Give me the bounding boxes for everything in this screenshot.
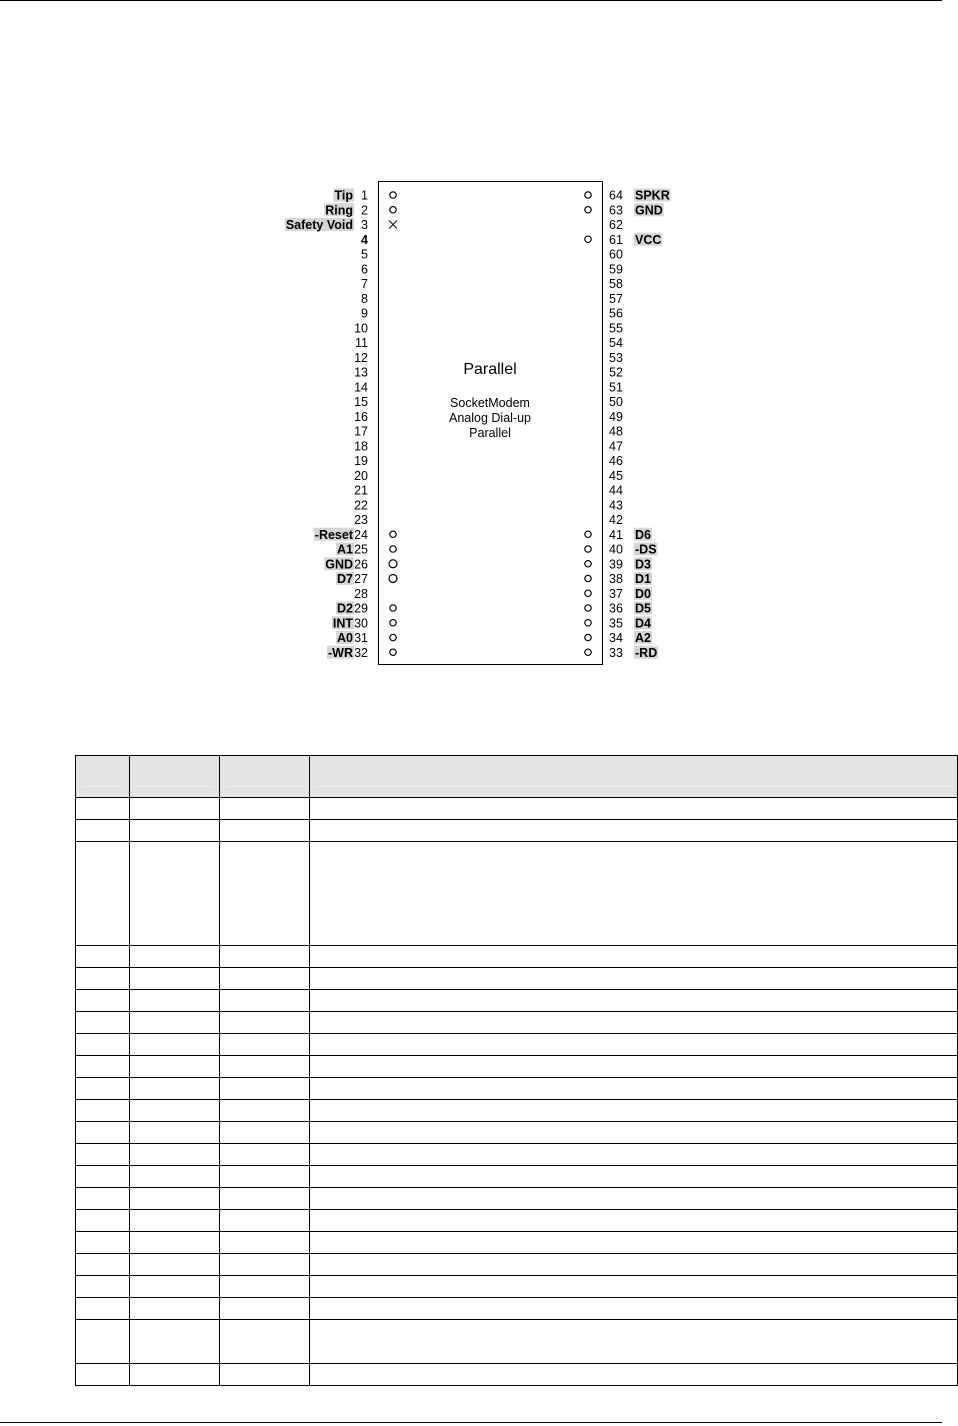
table-cell [76,1122,130,1144]
table-cell [76,1056,130,1078]
pin-60 [609,248,623,262]
table-cell [310,1012,958,1034]
table-cell [76,1166,130,1188]
pin-2 [324,203,396,217]
table-row [76,1210,958,1232]
table-cell [220,968,310,990]
pin-hole-icon [585,620,591,626]
pin-number: 42 [609,513,623,527]
table-cell [130,1254,220,1276]
table-cell [310,1144,958,1166]
pin-20 [354,469,368,483]
table-cell [130,1276,220,1298]
table-cell [220,1144,310,1166]
pin-number: 16 [354,409,368,424]
pin-62 [609,218,623,232]
pin-number: 46 [609,454,623,468]
pin-number: 14 [354,380,368,395]
table-cell [220,1056,310,1078]
table-cell [130,990,220,1012]
pin-number: 56 [609,306,623,321]
pin-52 [609,366,623,380]
pin-number: 54 [609,336,623,350]
pin-number: 43 [609,498,623,513]
pin-47 [609,439,623,453]
table-cell [76,1320,130,1364]
table-row [76,1254,958,1276]
pin-50 [609,395,623,409]
table-cell [220,1298,310,1320]
pin-42 [609,513,623,527]
pin-number: 47 [609,439,623,454]
table-cell [130,946,220,968]
table-cell [130,820,220,842]
table-cell [130,1144,220,1166]
pin-number: 6 [361,262,368,277]
pin-54 [609,336,623,350]
pin-number: 1 [361,188,368,203]
pin-41 [585,528,652,542]
table-row [76,968,958,990]
pin-number: 52 [609,365,623,380]
pin-number: 40 [609,542,623,557]
pin-hole-icon [585,649,591,655]
pin-number: 19 [354,454,368,468]
pin-number: 58 [609,277,623,291]
pin-label: GND [325,557,353,572]
pin-hole-icon [390,620,396,626]
pin-number: 20 [354,468,368,483]
pin-44 [609,484,623,498]
pin-7 [361,277,368,291]
table-cell [220,1012,310,1034]
pin-22 [354,498,368,512]
table-row [76,946,958,968]
table-row [76,1100,958,1122]
table-cell [220,1320,310,1364]
footer-rule [0,1422,942,1423]
table-cell [130,1166,220,1188]
pin-label: -WR [328,645,353,660]
pin-21 [354,484,368,498]
pin-43 [609,498,623,512]
table-cell [310,968,958,990]
pin-36 [585,602,652,616]
table-cell [310,990,958,1012]
pin-number: 4 [361,232,368,247]
table-cell [220,946,310,968]
table-cell [220,1078,310,1100]
pin-number: 59 [609,262,623,277]
pin-number: 37 [609,586,623,601]
table-cell [220,1232,310,1254]
table-cell [76,1144,130,1166]
table-cell [76,1210,130,1232]
right-pin-column [585,189,671,660]
pin-number: 32 [354,645,368,660]
table-cell [76,1034,130,1056]
table-cell [310,1276,958,1298]
pin-34 [585,631,652,645]
pin-label: D1 [635,572,651,586]
module-subtitle-line: Parallel [469,426,511,440]
table-cell [310,1210,958,1232]
pin-label: Tip [334,188,353,203]
pin-19 [354,454,368,468]
pin-number: 5 [361,247,368,262]
pin-45 [609,469,623,483]
pin-33 [585,646,658,660]
pin-hole-icon [390,649,396,655]
table-header-row [76,756,958,798]
table-row [76,842,958,946]
pin-1 [333,189,396,203]
pin-number: 27 [354,572,368,586]
pin-31 [336,631,396,645]
pin-number: 28 [354,586,368,601]
pin-label: SPKR [635,188,670,203]
pin-hole-icon [585,192,591,198]
table-cell [130,1188,220,1210]
pin-37 [585,587,652,601]
pin-number: 29 [354,601,368,616]
pin-number: 11 [355,336,368,350]
pin-label: A0 [337,631,353,645]
pin-6 [361,262,368,276]
pin-15 [354,395,368,409]
pin-number: 31 [354,631,368,645]
pin-label: -RD [635,645,658,660]
table-cell [310,1320,958,1364]
pin-51 [609,380,623,394]
pin-number: 33 [609,645,623,660]
table-cell [76,968,130,990]
pin-hole-icon [389,575,397,583]
pin-hole-icon [585,634,591,640]
pin-number: 12 [354,350,368,365]
table-cell [310,946,958,968]
pin-23 [354,513,368,527]
pin-59 [609,262,623,276]
pin-label: -DS [635,542,657,557]
pin-9 [361,307,368,321]
pin-label: D2 [337,601,353,616]
table-cell [310,798,958,820]
pin-56 [609,307,623,321]
pin-53 [609,351,623,365]
pin-5 [361,248,368,262]
pin-hole-icon [389,560,397,568]
pin-number: 13 [354,365,368,380]
table-row [76,1276,958,1298]
pin-number: 21 [354,483,368,498]
table-header-cell [130,756,220,798]
pin-label: D6 [635,527,651,542]
pin-number: 49 [609,409,623,424]
pin-hole-icon [390,634,396,640]
pin-number: 48 [609,424,623,439]
pin-label: A2 [635,631,651,645]
table-cell [76,1276,130,1298]
pin-29 [336,602,396,616]
table-cell [130,1320,220,1364]
pin-number: 17 [354,424,368,439]
table-row [76,990,958,1012]
module-subtitle-line: SocketModem [450,396,530,410]
pin-label: D0 [635,586,651,601]
table-cell [76,1188,130,1210]
table-cell [220,1276,310,1298]
pin-49 [609,410,623,424]
pin-13 [354,366,368,380]
module-subtitle-line: Analog Dial-up [449,411,531,425]
pin-label: D5 [635,601,651,616]
table-cell [310,1034,958,1056]
pin-number: 53 [609,350,623,365]
pin-label: Ring [325,203,353,218]
table-cell [76,1232,130,1254]
table-cell [130,798,220,820]
pin-40 [585,543,658,557]
pin-number: 34 [609,631,623,645]
pin-58 [609,277,623,291]
table-cell [130,1364,220,1386]
table-row [76,1232,958,1254]
pin-10 [354,321,368,335]
table-cell [130,1078,220,1100]
table-cell [220,798,310,820]
pin-hole-icon [390,192,396,198]
pin-number: 18 [354,439,368,454]
pin-number: 45 [609,468,623,483]
module-subtitle [449,396,531,440]
pin-number: 24 [354,527,368,542]
table-row [76,1122,958,1144]
table-cell [220,1100,310,1122]
pin-18 [354,439,368,453]
table-cell [220,842,310,946]
pin-number: 15 [354,395,368,409]
pin-number: 62 [609,218,623,232]
left-pin-column [285,189,397,660]
table-cell [310,842,958,946]
pin-hole-icon [390,531,396,537]
table-cell [220,1254,310,1276]
pin-hole-icon [585,531,591,537]
table-cell [310,1166,958,1188]
table-cell [76,820,130,842]
table-cell [310,820,958,842]
pin-label: D4 [635,616,651,631]
pin-number: 50 [609,395,623,409]
table-cell [220,1210,310,1232]
pin-number: 8 [361,291,368,306]
pin-label: A1 [337,542,353,557]
table-cell [310,1100,958,1122]
table-row [76,1166,958,1188]
pin-label: INT [332,616,353,631]
table-cell [310,1122,958,1144]
pin-14 [354,380,368,394]
pin-35 [585,616,652,630]
pin-number: 61 [609,232,623,247]
pin-46 [609,454,623,468]
pin-label: GND [635,203,663,218]
pin-hole-icon [585,590,591,596]
table-cell [310,1232,958,1254]
pinout-diagram [0,0,958,680]
pin-57 [609,292,623,306]
table-cell [76,1298,130,1320]
table-cell [220,1188,310,1210]
table-header-cell [76,756,130,798]
pin-hole-icon [585,605,591,611]
pin-63 [585,203,664,217]
table-row [76,1034,958,1056]
table-row [76,1012,958,1034]
table-cell [130,1232,220,1254]
table-row [76,1056,958,1078]
table-row [76,1364,958,1386]
table-header-cell [220,756,310,798]
table-row [76,820,958,842]
pin-number: 9 [361,306,368,321]
pin-hole-icon [390,207,396,213]
pin-number: 7 [361,277,368,291]
table-cell [310,1298,958,1320]
module-title: Parallel [463,361,517,378]
table-cell [310,1188,958,1210]
pin-16 [354,410,368,424]
table-cell [130,968,220,990]
pin-number: 36 [609,601,623,616]
pin-number: 35 [609,616,623,631]
pin-number: 3 [361,218,368,232]
pin-number: 25 [354,542,368,557]
pin-8 [361,292,368,306]
pin-number: 57 [609,291,623,306]
table-cell [310,1254,958,1276]
pin-number: 63 [609,203,623,218]
pin-number: 2 [361,203,368,218]
pin-3 [285,218,397,232]
table-cell [130,1210,220,1232]
table-cell [76,1100,130,1122]
pin-number: 41 [609,527,623,542]
table-row [76,1188,958,1210]
pin-number: 10 [354,321,368,336]
pin-number: 39 [609,557,623,572]
table-cell [76,1012,130,1034]
pin-hole-icon [585,546,591,552]
table-row [76,1320,958,1364]
void-x-icon [389,221,397,229]
pin-label: D7 [337,572,353,586]
pin-hole-icon [585,561,591,567]
table-cell [310,1056,958,1078]
pin-number: 55 [609,321,623,336]
table-cell [76,946,130,968]
table-row [76,1078,958,1100]
pin-number: 51 [609,380,623,395]
table-cell [130,1034,220,1056]
table-cell [310,1078,958,1100]
table-row [76,1298,958,1320]
table-row [76,1144,958,1166]
pin-28 [354,587,368,601]
pin-number: 64 [609,188,623,203]
table-cell [76,842,130,946]
table-cell [220,1364,310,1386]
pin-64 [585,189,671,203]
pin-4 [361,233,368,247]
table-cell [76,798,130,820]
pin-label: VCC [635,232,662,247]
table-cell [130,842,220,946]
table-cell [130,1012,220,1034]
pin-38 [585,572,652,586]
table-cell [220,990,310,1012]
pin-number: 60 [609,247,623,262]
pin-number: 23 [354,513,368,527]
table-header-cell [310,756,958,798]
table-cell [130,1056,220,1078]
table-cell [220,1034,310,1056]
pin-number: 26 [354,557,368,572]
pin-hole-icon [585,236,591,242]
table-cell [310,1364,958,1386]
pin-17 [354,425,368,439]
pin-25 [336,543,396,557]
pin-label: D3 [635,557,651,572]
table-cell [220,1122,310,1144]
pin-61 [585,233,663,247]
pin-number: 44 [609,483,623,498]
table-cell [76,990,130,1012]
pin-12 [354,351,368,365]
pin-label: -Reset [314,527,353,542]
pin-48 [609,425,623,439]
table-cell [76,1364,130,1386]
pin-description-table [75,755,958,1386]
pin-hole-icon [585,575,591,581]
table-cell [220,820,310,842]
pin-number: 38 [609,572,623,586]
pin-label: Safety Void [285,218,353,232]
pin-27 [336,572,397,586]
pin-hole-icon [390,605,396,611]
table-cell [220,1166,310,1188]
table-cell [130,1298,220,1320]
pin-number: 30 [354,616,368,631]
table-cell [76,1254,130,1276]
pin-39 [585,557,652,571]
pin-number: 22 [354,498,368,513]
pin-26 [324,557,397,571]
table-cell [130,1122,220,1144]
pin-hole-icon [390,546,396,552]
pin-11 [355,336,368,350]
table-cell [76,1078,130,1100]
pin-55 [609,321,623,335]
pin-24 [314,528,396,542]
pin-hole-icon [585,207,591,213]
pin-32 [327,646,396,660]
table-cell [130,1100,220,1122]
table-row [76,798,958,820]
pin-30 [332,616,396,630]
